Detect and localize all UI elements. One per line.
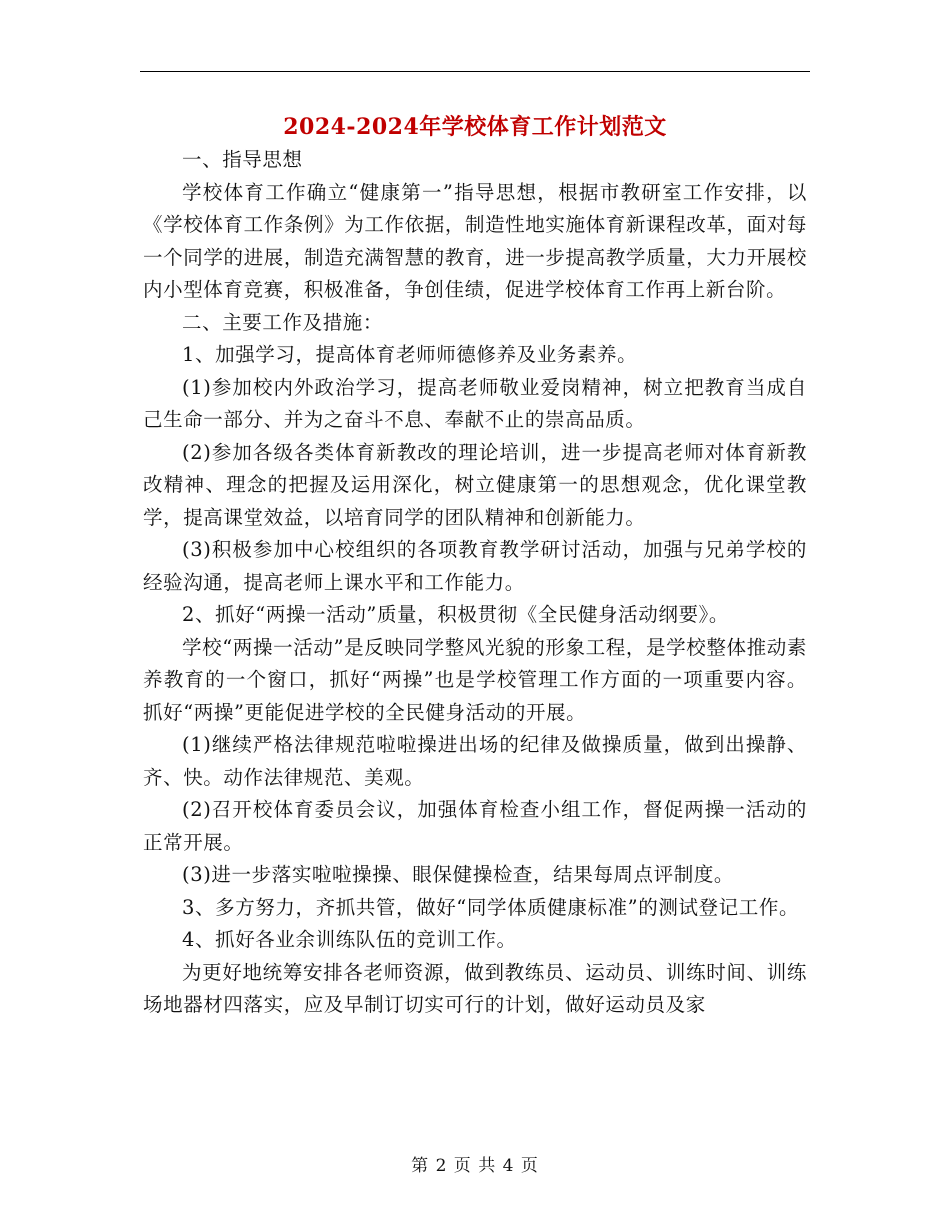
item-2-two-exercises: 2、抓好“两操一活动”质量，积极贯彻《全民健身活动纲要》。 — [182, 603, 729, 626]
subitem-1-1: (1)参加校内外政治学习，提高老师敬业爱岗精神，树立把教育当成自己生命一部分、并为之奋斗不息、奉献不止的崇高品质。 — [143, 375, 807, 431]
heading-main-work: 二、主要工作及措施： — [182, 310, 384, 334]
item-4-training-teams: 4、抓好各业余训练队伍的竞训工作。 — [182, 928, 517, 951]
paragraph-training-teams: 为更好地统筹安排各老师资源，做到教练员、运动员、训练时间、训练场地器材四落实，应及早制订切实可行的计划，做好运动员及家 — [143, 960, 807, 1016]
paragraph-guiding-ideology: 学校体育工作确立“健康第一”指导思想，根据市教研室工作安排，以《学校体育工作条例》为工作依据，制造性地实施体育新课程改革，面对每一个同学的进展，制造充满智慧的教育，进一步提高教学质量，大力开展校内小型体育竞赛，积极准备，争创佳绩，促进学校体育工作再上新台阶。 — [143, 180, 807, 301]
subitem-2-2: (2)召开校体育委员会议，加强体育检查小组工作，督促两操一活动的正常开展。 — [143, 798, 807, 854]
subitem-1-3: (3)积极参加中心校组织的各项教育教学研讨活动，加强与兄弟学校的经验沟通，提高老师上课水平和工作能力。 — [143, 538, 807, 594]
heading-guiding-ideology: 一、指导思想 — [182, 148, 303, 171]
item-3-health-standard: 3、多方努力，齐抓共管，做好“同学体质健康标准”的测试登记工作。 — [182, 895, 800, 919]
subitem-1-2: (2)参加各级各类体育新教改的理论培训，进一步提高老师对体育新教改精神、理念的把握及运用深化，树立健康第一的思想观念，优化课堂教学，提高课堂效益，以培育同学的团队精神和创新能力。 — [143, 440, 807, 529]
paragraph-two-exercises: 学校“两操一活动”是反映同学整风光貌的形象工程，是学校整体推动素养教育的一个窗口，抓好“两操”也是学校管理工作方面的一项重要内容。抓好“两操”更能促进学校的全民健身活动的开展。 — [143, 635, 807, 724]
document-title: 2024-2024年学校体育工作计划范文 — [283, 114, 667, 140]
document-body — [143, 144, 807, 1022]
subitem-2-1: (1)继续严格法律规范啦啦操进出场的纪律及做操质量，做到出操静、齐、快。动作法律规范、美观。 — [143, 733, 807, 789]
header-rule — [140, 71, 810, 72]
subitem-2-3: (3)进一步落实啦啦操操、眼保健操检查，结果每周点评制度。 — [182, 863, 735, 886]
item-1-strengthen-learning: 1、加强学习，提高体育老师师德修养及业务素养。 — [182, 343, 638, 366]
page-number-footer: 第 2 页 共 4 页 — [411, 1156, 539, 1176]
